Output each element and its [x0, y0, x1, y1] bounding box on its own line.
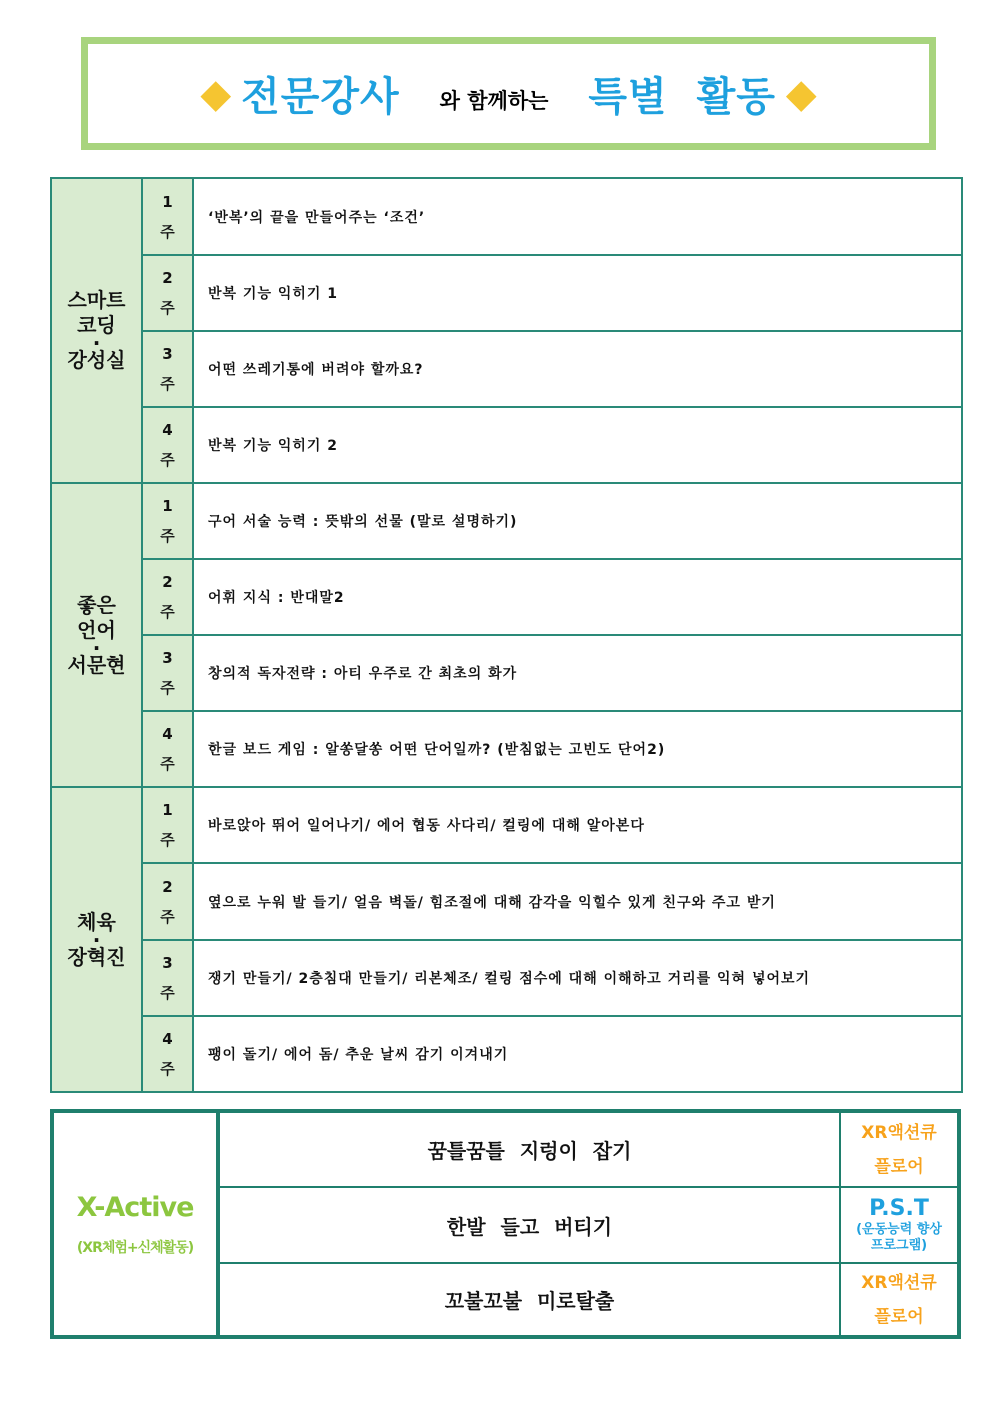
activity-text: 한글 보드 게임 : 알쏭달쏭 어떤 단어일까? (받침없는 고빈도 단어2) [193, 711, 962, 787]
diamond-left-icon: ◆ [200, 70, 232, 117]
group-teacher: 강성실 [67, 348, 126, 372]
group-name-line1: 체육 [77, 909, 116, 934]
activity-text: 구어 서술 능력 : 뜻밖의 선물 (말로 설명하기) [193, 483, 962, 559]
separator-dot: · [92, 635, 101, 660]
week-cell: 4 주 [142, 711, 193, 787]
activity-text: 창의적 독자전략 : 아티 우주로 간 최초의 화가 [193, 635, 962, 711]
week-cell: 1 주 [142, 178, 193, 255]
group-name-line2: 언어 [77, 617, 116, 642]
week-cell: 1 주 [142, 483, 193, 559]
xr-equipment-tag: XR액션큐 플로어 [840, 1263, 959, 1337]
group-good-language [51, 483, 142, 787]
activity-text: 팽이 돌기/ 에어 돔/ 추운 날씨 감기 이겨내기 [193, 1016, 962, 1092]
activity-text: 어떤 쓰레기통에 버려야 할까요? [193, 331, 962, 407]
xr-activity: 꿈틀꿈틀 지렁이 잡기 [218, 1111, 840, 1187]
xr-program-name: X-Active [76, 1191, 194, 1223]
table-row [51, 255, 962, 331]
diamond-right-icon: ◆ [785, 70, 817, 117]
activity-text: 쟁기 만들기/ 2층침대 만들기/ 리본체조/ 컬링 점수에 대해 이해하고 거리를 익혀 넣어보기 [193, 940, 962, 1016]
xr-activity-table [50, 1109, 961, 1339]
title-main: 전문강사 [241, 74, 400, 120]
title-banner [81, 37, 936, 150]
table-row [51, 711, 962, 787]
group-physical-ed [51, 787, 142, 1092]
title-end: 특별 활동 [588, 74, 776, 120]
schedule-table [50, 177, 963, 1093]
activity-text: 옆으로 누워 발 들기/ 얼음 벽돌/ 힘조절에 대해 감각을 익힐수 있게 친구와 주고 받기 [193, 863, 962, 940]
activity-text: 반복 기능 익히기 2 [193, 407, 962, 483]
table-row [51, 940, 962, 1016]
xr-equipment-tag: XR액션큐 플로어 [840, 1111, 959, 1187]
table-row [51, 331, 962, 407]
group-name-line2: 코딩 [77, 313, 116, 337]
activity-text: 어휘 지식 : 반대말2 [193, 559, 962, 635]
week-cell: 4 주 [142, 1016, 193, 1092]
week-cell: 2 주 [142, 255, 193, 331]
week-cell: 1 주 [142, 787, 193, 863]
table-row [51, 1016, 962, 1092]
week-cell: 2 주 [142, 559, 193, 635]
table-row [52, 1111, 959, 1187]
table-row [51, 407, 962, 483]
group-name-line1: 스마트 [67, 288, 126, 312]
xr-activity: 꼬불꼬불 미로탈출 [218, 1263, 840, 1337]
table-row [51, 483, 962, 559]
table-row [51, 178, 962, 255]
activity-text: 바로앉아 뛰어 일어나기/ 에어 협동 사다리/ 컬링에 대해 알아본다 [193, 787, 962, 863]
table-row [51, 635, 962, 711]
table-row [51, 559, 962, 635]
separator-dot: · [92, 927, 101, 952]
xr-program-subtitle: (XR체험+신체활동) [76, 1239, 194, 1256]
activity-text: 반복 기능 익히기 1 [193, 255, 962, 331]
table-row [51, 787, 962, 863]
week-cell: 4 주 [142, 407, 193, 483]
group-name-line1: 좋은 [77, 592, 116, 617]
week-cell: 2 주 [142, 863, 193, 940]
week-cell: 3 주 [142, 635, 193, 711]
table-row [51, 863, 962, 940]
week-cell: 3 주 [142, 940, 193, 1016]
xr-program-label [52, 1111, 218, 1337]
group-smart-coding [51, 178, 142, 483]
group-teacher: 장혁진 [67, 944, 126, 969]
xr-equipment-tag: P.S.T (운동능력 향상 프로그램) [840, 1187, 959, 1263]
separator-dot: · [92, 331, 101, 355]
week-cell: 3 주 [142, 331, 193, 407]
activity-text: ‘반복’의 끝을 만들어주는 ‘조건’ [193, 178, 962, 255]
title-connector: 와 함께하는 [439, 88, 549, 113]
xr-activity: 한발 들고 버티기 [218, 1187, 840, 1263]
group-teacher: 서문현 [67, 652, 126, 677]
